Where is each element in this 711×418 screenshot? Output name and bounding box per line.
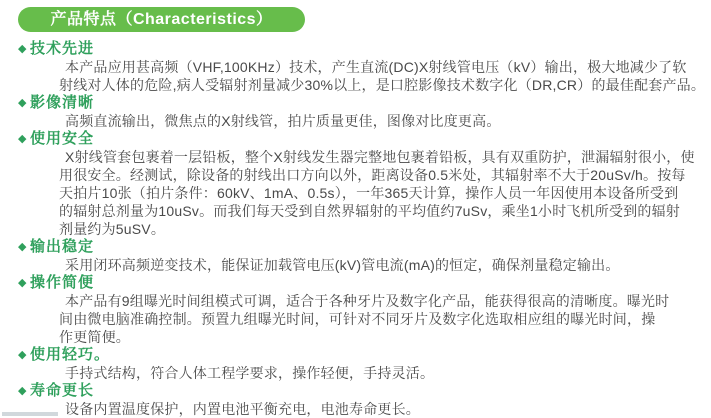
feature-heading [0,94,705,112]
feature-heading-label: 寿命更长 [30,382,95,399]
feature-text-line: 本产品有9组曝光时间组模式可调，适合于各种牙片及数字化产品，能获得很高的清晰度。曝光时 [65,293,670,309]
feature-text-line: 的辐射总剂量为10uSv。而我们每天受到自然界辐射的平均值约7uSv，乘坐1小时飞机所受到的辐射 [59,203,680,219]
feature-body [59,400,705,418]
feature-text-line: 射线对人体的危险,病人受辐射剂量减少30%以上，是口腔影像技术数字化（DR,CR）的最佳配套产品。 [59,77,706,93]
feature-heading-label: 输出稳定 [30,238,95,255]
feature-section [0,274,705,346]
diamond-bullet-icon: ◆ [18,97,27,109]
feature-text-line: 手持式结构，符合人体工程学要求，操作轻便，手持灵活。 [65,365,435,381]
feature-section [0,40,705,94]
feature-section [0,382,705,418]
feature-heading-label: 使用安全 [30,130,95,147]
diamond-bullet-icon: ◆ [18,385,27,397]
feature-text-line: 间由微电脑准确控制。预置九组曝光时间，可针对不同牙片及数字化选取相应组的曝光时间，操 [59,311,656,327]
feature-text-line: 设备内置温度保护，内置电池平衡充电，电池寿命更长。 [65,401,420,417]
feature-body [59,112,705,130]
feature-section [0,94,705,130]
feature-text-line: 高频直流输出，微焦点的X射线管，拍片质量更佳，图像对比度更高。 [65,113,501,129]
feature-heading-label: 影像清晰 [30,94,95,111]
feature-heading [0,40,705,58]
diamond-bullet-icon: ◆ [18,133,27,145]
feature-section [0,238,705,274]
feature-heading [0,238,705,256]
feature-text-line: X射线管套包裹着一层铅板，整个X射线发生器完整地包裹着铅板，具有双重防护，泄漏辐射很小，使 [65,149,695,165]
diamond-bullet-icon: ◆ [18,349,27,361]
feature-text-line: 本产品应用甚高频（VHF,100KHz）技术，产生直流(DC)X射线管电压（kV）输出，极大地减少了软 [65,59,687,75]
feature-heading [0,382,705,400]
feature-body [59,58,705,94]
section-title-banner: 产品特点（Characteristics） [18,7,305,32]
feature-heading-label: 技术先进 [30,40,95,57]
feature-text-line: 天拍片10张（拍片条件：60kV、1mA、0.5s），一年365天计算，操作人员一年因使用本设备所受到 [59,185,679,201]
feature-text-line: 用很安全。经测试，除设备的射线出口方向以外，距离设备0.5米处，其辐射率不大于20uSv/h。按每 [59,167,686,183]
feature-text-line: 剂量约为5uSV。 [59,221,166,237]
feature-body [59,148,705,238]
feature-heading [0,274,705,292]
feature-section [0,346,705,382]
diamond-bullet-icon: ◆ [18,43,27,55]
feature-heading-label: 操作简便 [30,274,95,291]
feature-section [0,130,705,238]
feature-list [0,40,705,418]
feature-heading [0,346,705,364]
feature-heading-label: 使用轻巧。 [30,346,111,363]
feature-body [59,292,705,346]
feature-body [59,364,705,382]
feature-heading [0,130,705,148]
feature-body [59,256,705,274]
diamond-bullet-icon: ◆ [18,241,27,253]
feature-text-line: 作更简便。 [59,329,130,345]
diamond-bullet-icon: ◆ [18,277,27,289]
bottom-edge-artifact [2,412,58,416]
feature-text-line: 采用闭环高频逆变技术，能保证加载管电压(kV)管电流(mA)的恒定，确保剂量稳定输出。 [65,257,620,273]
